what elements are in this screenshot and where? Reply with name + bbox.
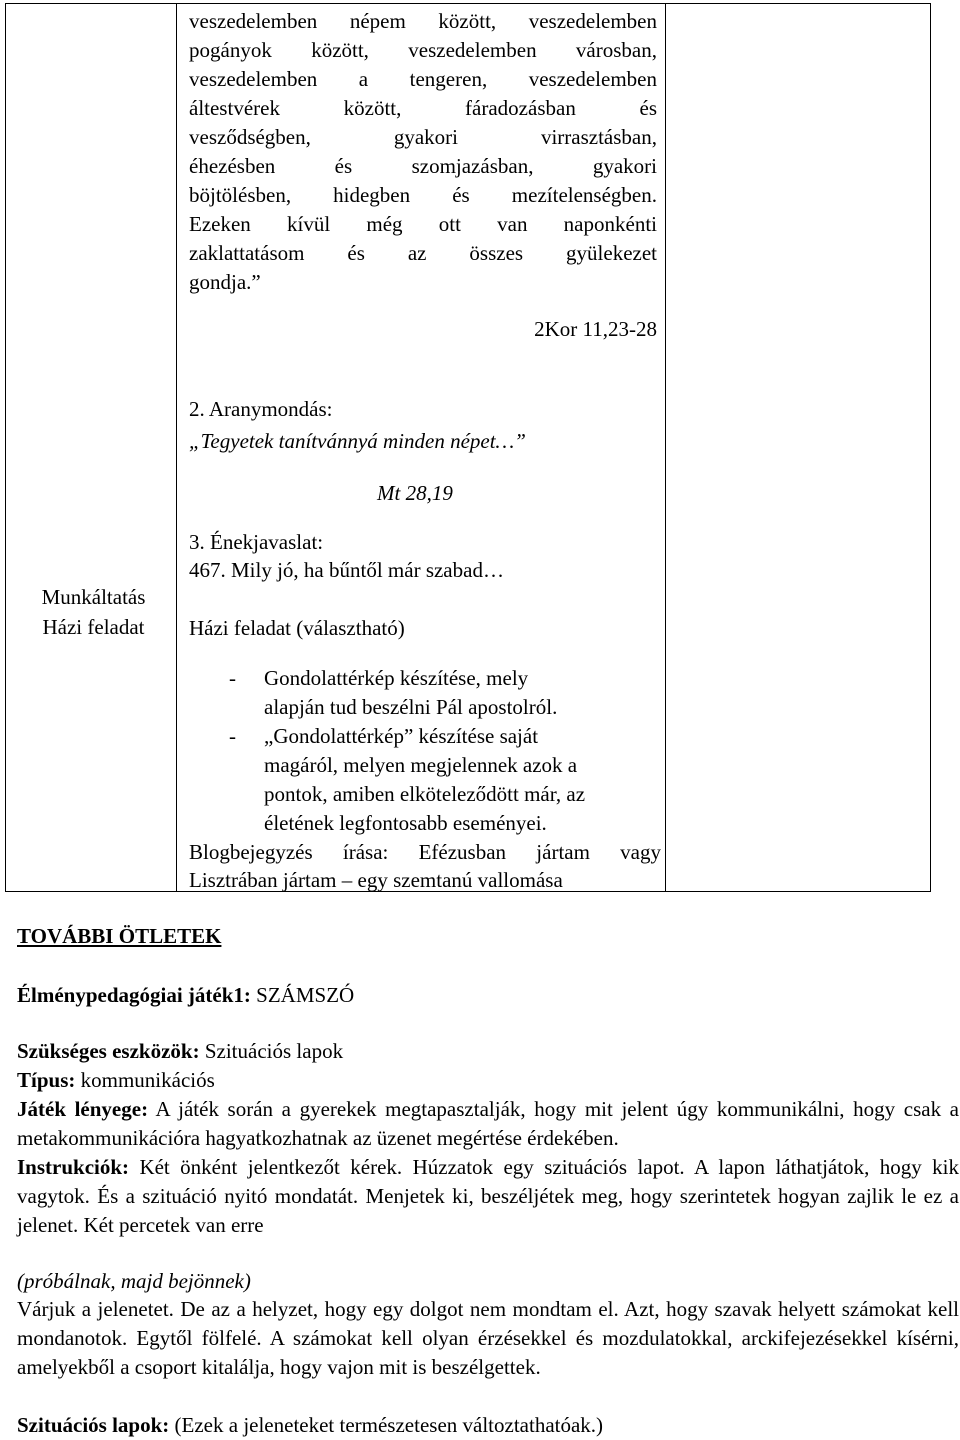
list-item [189, 664, 669, 722]
type-line [17, 1066, 215, 1095]
wait-paragraph: Várjuk a jelenetet. De az a helyzet, hogy egy dolgot nem mondtam el. Azt, hogy szavak helyett számokat kell mondanotok. Egytől fölfelé. A számokat kell olyan érzésekkel és mozdulatokkal, arckifejezésekkel kísérni, amelyekből a csoport kitalálja, hogy vajon mit is beszélgettek. [17, 1297, 959, 1379]
quote-line: böjtölésben, hidegben és mezítelenségben. [189, 183, 657, 207]
game-title-label: Élménypedagógiai játék1: [17, 983, 251, 1007]
tools-line [17, 1037, 343, 1066]
quote-line: Ezeken kívül még ott van naponkénti [189, 212, 657, 236]
quote-line: veszedelemben népem között, veszedelemben [189, 9, 657, 33]
game-title-name: SZÁMSZÓ [250, 983, 355, 1007]
list-dash: - [229, 724, 236, 748]
aranymondas-reference: Mt 28,19 [377, 481, 453, 505]
type-value: kommunikációs [75, 1068, 215, 1092]
table-border-left [5, 3, 6, 892]
quote-line: veszedelemben a tengeren, veszedelemben [189, 67, 657, 91]
list-line: magáról, melyen megjelennek azok a [264, 753, 578, 777]
list-line: életének legfontosabb eseményei. [264, 811, 547, 835]
essence-paragraph [17, 1095, 959, 1153]
cards-label: Szituációs lapok: [17, 1413, 170, 1437]
quote-line: áltestvérek között, fáradozásban és [189, 96, 657, 120]
instructions-value: Két önként jelentkezőt kérek. Húzzatok egy szituációs lapot. A lapon láthatjátok, hogy kik vagytok. És a szituáció nyitó mondatát. Menjetek ki, beszéljétek meg, hogy szerintetek hogyan zajlik le ez a jelenet. Két percetek van erre [17, 1155, 959, 1237]
game-title [17, 981, 354, 1010]
enek-heading: 3. Énekjavaslat: [189, 530, 324, 554]
aranymondas-text: „Tegyetek tanítvánnyá minden népet…” [189, 429, 526, 453]
table-border-right [930, 3, 931, 892]
quote-line: gondja.” [189, 270, 261, 294]
quote-line: zaklattatásom és az összes gyülekezet [189, 241, 657, 265]
table-divider-1 [176, 3, 177, 892]
table-border-top [5, 3, 931, 4]
list-item [189, 722, 669, 838]
cards-value: (Ezek a jeleneteket természetesen változtathatóak.) [169, 1413, 604, 1437]
instructions-label: Instrukciók: [17, 1155, 130, 1179]
blog-line: Lisztrában jártam – egy szemtanú vallomása [189, 868, 563, 892]
quote-line: pogányok között, veszedelemben városban, [189, 38, 657, 62]
list-line: „Gondolattérkép” készítése saját [264, 724, 539, 748]
quote-line: vesződségben, gyakori virrasztásban, [189, 125, 657, 149]
left-label-munkaltatas: Munkáltatás [41, 585, 146, 609]
quote-reference: 2Kor 11,23-28 [534, 317, 657, 341]
further-ideas-heading: TOVÁBBI ÖTLETEK [17, 924, 222, 948]
instructions-paragraph [17, 1153, 959, 1240]
hazi-heading: Házi feladat (választható) [189, 616, 405, 640]
lesson-table [5, 3, 931, 892]
enek-text: 467. Mily jó, ha bűntől már szabad… [189, 558, 504, 582]
tools-value: Szituációs lapok [199, 1039, 344, 1063]
tools-label: Szükséges eszközök: [17, 1039, 200, 1063]
blog-line: Blogbejegyzés írása: Efézusban jártam vagy [189, 840, 661, 864]
left-label-hazi-feladat: Házi feladat [42, 615, 145, 639]
cards-line [17, 1411, 603, 1440]
quote-line: éhezésben és szomjazásban, gyakori [189, 154, 657, 178]
type-label: Típus: [17, 1068, 76, 1092]
essence-label: Játék lényege: [17, 1097, 149, 1121]
list-line: alapján tud beszélni Pál apostolról. [264, 695, 558, 719]
list-line: pontok, amiben elköteleződött már, az [264, 782, 586, 806]
essence-value: A játék során a gyerekek megtapasztalják, hogy mit jelent úgy kommunikálni, hogy csak a metakommunikációra hagyatkozhatnak az üzenet megértése érdekében. [17, 1097, 960, 1150]
aranymondas-heading: 2. Aranymondás: [189, 397, 333, 421]
note-italic: (próbálnak, majd bejönnek) [17, 1269, 251, 1293]
hazi-list [189, 664, 669, 838]
bible-quote [189, 7, 657, 297]
list-line: Gondolattérkép készítése, mely [264, 666, 529, 690]
list-dash: - [229, 666, 236, 690]
